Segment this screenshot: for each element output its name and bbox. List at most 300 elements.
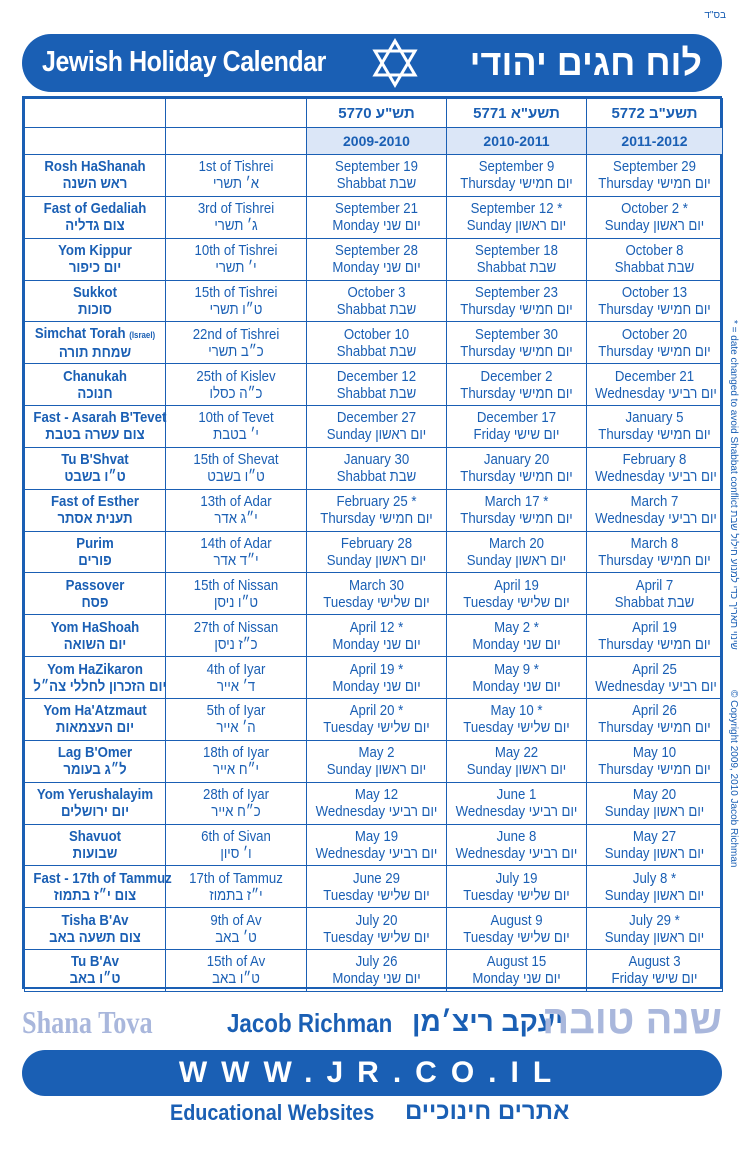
blank-header-cell: [25, 128, 166, 155]
holiday-row: [25, 782, 723, 824]
date-cell-line2: Shabbat שבת: [336, 342, 417, 360]
holiday-name-cell-line1: Fast of Esther: [50, 493, 140, 511]
date-cell-line1: February 25 *: [336, 493, 417, 511]
date-cell-line1: October 10: [343, 325, 410, 343]
hebrew-date-cell: [166, 155, 307, 197]
hebrew-date-cell-line1: 18th of Iyar: [202, 744, 270, 762]
asterisk-note: * = date changed to avoid Shabbat conflict שינוי תאריך כדי למנוע חילול שבת: [728, 320, 739, 650]
date-cell-line1: August 9: [490, 911, 543, 929]
date-cell-line1: September 9: [478, 158, 555, 176]
date-cell-line2: Tuesday יום שלישי: [323, 719, 430, 737]
date-cell: [587, 782, 723, 824]
date-cell-line1: June 8: [496, 827, 537, 845]
hebrew-date-cell: [166, 573, 307, 615]
date-cell-line1: October 13: [621, 283, 688, 301]
date-cell: [587, 447, 723, 489]
hebrew-date-cell: [166, 950, 307, 992]
date-cell-line1: December 21: [614, 367, 695, 385]
date-cell-line1: September 28: [335, 242, 418, 260]
date-cell: [447, 573, 587, 615]
date-cell: [307, 489, 447, 531]
date-cell-line2: Thursday יום חמישי: [598, 300, 711, 318]
date-cell: [307, 238, 447, 280]
date-cell-line1: April 26: [632, 702, 677, 720]
date-cell-line1: September 19: [335, 158, 418, 176]
holiday-name-cell-line2: צום י״ז בתמוז: [53, 886, 137, 904]
year-heb-5771: 5771 תשע"א: [447, 99, 587, 128]
hebrew-date-cell: [166, 740, 307, 782]
date-cell-line2: Thursday יום חמישי: [460, 342, 573, 360]
date-cell: [307, 406, 447, 448]
date-cell-line1: May 22: [494, 744, 539, 762]
holiday-name-cell: [25, 196, 166, 238]
date-cell: [307, 782, 447, 824]
date-cell: [307, 573, 447, 615]
hebrew-date-cell-line2: ט״ו באב: [212, 970, 260, 988]
hebrew-date-cell-line2: כ״ח אייר: [211, 803, 261, 821]
date-cell: [587, 531, 723, 573]
date-cell-line1: May 2: [358, 744, 395, 762]
date-cell-line1: December 2: [480, 367, 553, 385]
website-link[interactable]: WWW.JR.CO.IL: [22, 1050, 722, 1096]
hebrew-date-cell: [166, 406, 307, 448]
blank-header-cell: [166, 128, 307, 155]
date-cell-line2: Monday יום שני: [332, 635, 421, 653]
holiday-name-cell-line1: Yom Yerushalayim: [36, 786, 154, 804]
date-cell-line2: Wednesday יום רביעי: [595, 677, 717, 695]
gregorian-year-row: [25, 128, 723, 155]
holiday-row: [25, 280, 723, 322]
holiday-name-cell-line2: פורים: [78, 552, 112, 570]
date-cell-line2: Thursday יום חמישי: [460, 510, 573, 528]
holiday-row: [25, 322, 723, 364]
date-cell-line2: Thursday יום חמישי: [320, 510, 433, 528]
copyright-note: © Copyright 2009, 2010 Jacob Richman: [728, 690, 739, 868]
holiday-name-cell-line1: Rosh HaShanah: [44, 158, 146, 176]
holiday-name-cell: [25, 740, 166, 782]
blank-header-cell: [25, 99, 166, 128]
date-cell-line2: Tuesday יום שלישי: [463, 593, 570, 611]
date-cell-line2: Thursday יום חמישי: [598, 761, 711, 779]
holiday-row: [25, 238, 723, 280]
date-cell-line2: Monday יום שני: [472, 970, 561, 988]
holiday-name-cell: [25, 908, 166, 950]
date-cell: [587, 866, 723, 908]
holiday-name-cell: [25, 615, 166, 657]
date-cell-line1: July 19: [495, 869, 538, 887]
date-cell-line1: February 8: [622, 451, 687, 469]
holiday-name-cell-line2: ראש השנה: [62, 175, 128, 193]
date-cell-line1: May 19: [354, 827, 399, 845]
date-cell: [307, 908, 447, 950]
date-cell-line2: Monday יום שני: [332, 217, 421, 235]
holiday-name-cell-line2: ט״ו בשבט: [64, 468, 126, 486]
date-cell-line1: October 3: [347, 283, 406, 301]
hebrew-date-cell: [166, 238, 307, 280]
blank-header-cell: [166, 99, 307, 128]
date-cell-line1: April 7: [635, 576, 674, 594]
holiday-name-cell-line1: Passover: [65, 576, 125, 594]
date-cell: [587, 406, 723, 448]
date-cell: [587, 364, 723, 406]
date-cell: [587, 657, 723, 699]
hebrew-year-row: [25, 99, 723, 128]
holiday-row: [25, 950, 723, 992]
date-cell-line2: Wednesday יום רביעי: [595, 510, 717, 528]
date-cell-line1: May 12: [354, 786, 399, 804]
date-cell: [447, 657, 587, 699]
holiday-name-cell-line1: [33, 325, 156, 344]
holiday-row: [25, 698, 723, 740]
hebrew-date-cell-line1: 13th of Adar: [200, 493, 272, 511]
holiday-row: [25, 657, 723, 699]
hebrew-date-cell-line1: 27th of Nissan: [193, 618, 279, 636]
date-cell-line2: Thursday יום חמישי: [598, 342, 711, 360]
date-cell: [587, 698, 723, 740]
date-cell-line1: October 20: [621, 325, 688, 343]
date-cell-line2: Monday יום שני: [332, 677, 421, 695]
hebrew-date-cell-line1: 15th of Av: [206, 953, 266, 971]
date-cell-line1: September 18: [475, 242, 558, 260]
holiday-name-cell-line1: Yom HaShoah: [50, 618, 140, 636]
holiday-name-cell: [25, 322, 166, 364]
holiday-name-cell-line2: ל״ג בעומר: [63, 761, 127, 779]
date-cell: [587, 489, 723, 531]
shana-tova-hebrew: שנה טובה: [542, 998, 722, 1042]
date-cell-line1: April 20 *: [349, 702, 404, 720]
date-cell-line2: Shabbat שבת: [614, 593, 695, 611]
holiday-name-cell-line1: Tisha B'Av: [61, 911, 129, 929]
holiday-name-cell: [25, 657, 166, 699]
holiday-row: [25, 824, 723, 866]
date-cell: [307, 531, 447, 573]
date-cell-line2: Shabbat שבת: [336, 468, 417, 486]
date-cell-line1: January 20: [483, 451, 550, 469]
bsd-mark: בס"ד: [704, 10, 726, 21]
date-cell-line1: September 30: [475, 325, 558, 343]
date-cell: [307, 698, 447, 740]
date-cell-line2: Friday יום שישי: [473, 426, 560, 444]
date-cell-line2: Thursday יום חמישי: [598, 175, 711, 193]
holiday-name-cell: [25, 406, 166, 448]
date-cell-line2: Sunday יום ראשון: [604, 844, 705, 862]
holiday-name-cell: [25, 155, 166, 197]
date-cell: [447, 447, 587, 489]
date-cell-line2: Tuesday יום שלישי: [323, 886, 430, 904]
date-cell-line2: Tuesday יום שלישי: [463, 886, 570, 904]
date-cell: [307, 364, 447, 406]
date-cell: [447, 322, 587, 364]
holiday-name-cell-line2: שמחת תורה: [58, 343, 132, 361]
date-cell: [307, 447, 447, 489]
holiday-name-cell-line1: Purim: [76, 535, 114, 553]
hebrew-date-cell: [166, 866, 307, 908]
date-cell-line2: Tuesday יום שלישי: [323, 928, 430, 946]
date-cell-line2: Tuesday יום שלישי: [463, 928, 570, 946]
date-cell: [447, 950, 587, 992]
date-cell-line2: Shabbat שבת: [336, 384, 417, 402]
hebrew-date-cell-line2: י״ד אדר: [213, 552, 259, 570]
date-cell: [587, 322, 723, 364]
holiday-name-cell: [25, 238, 166, 280]
date-cell-line2: Thursday יום חמישי: [598, 719, 711, 737]
holiday-name-cell: [25, 447, 166, 489]
holiday-name-cell-line2: יום העצמאות: [55, 719, 135, 737]
date-cell-line2: Monday יום שני: [472, 635, 561, 653]
date-cell-line1: March 20: [488, 535, 545, 553]
date-cell-line1: April 25: [632, 660, 677, 678]
date-cell: [587, 280, 723, 322]
date-cell-line1: April 19: [494, 576, 539, 594]
holiday-name-cell-line2: ט״ו באב: [69, 970, 121, 988]
hebrew-date-cell-line1: 10th of Tishrei: [194, 242, 278, 260]
hebrew-date-cell-line2: י״ג אדר: [214, 510, 258, 528]
date-cell-line1: December 12: [336, 367, 417, 385]
holiday-name-cell-line1: Yom Kippur: [58, 242, 132, 260]
holiday-name-cell: [25, 364, 166, 406]
holiday-row: [25, 740, 723, 782]
date-cell-line1: December 27: [336, 409, 417, 427]
holiday-name-cell: [25, 824, 166, 866]
hebrew-date-cell: [166, 531, 307, 573]
date-cell: [447, 196, 587, 238]
year-greg-2011: 2011-2012: [587, 128, 723, 155]
date-cell-line2: Wednesday יום רביעי: [455, 844, 578, 862]
date-cell-line2: Wednesday יום רביעי: [315, 803, 438, 821]
date-cell: [447, 824, 587, 866]
holiday-name-cell-line1: Chanukah: [63, 367, 127, 385]
hebrew-date-cell-line1: 9th of Av: [210, 911, 262, 929]
holiday-row: [25, 908, 723, 950]
date-cell-line1: September 23: [475, 283, 558, 301]
date-cell-line2: Thursday יום חמישי: [598, 635, 711, 653]
date-cell-line2: Thursday יום חמישי: [460, 175, 573, 193]
date-cell-line2: Wednesday יום רביעי: [315, 844, 438, 862]
holiday-name-cell-line2: צום תשעה באב: [49, 928, 141, 946]
date-cell: [447, 782, 587, 824]
date-cell-line1: July 26: [355, 953, 398, 971]
holiday-name-cell: [25, 698, 166, 740]
date-cell-line2: Thursday יום חמישי: [598, 552, 711, 570]
date-cell: [447, 866, 587, 908]
holiday-row: [25, 489, 723, 531]
holiday-name-cell-line2: יום כיפור: [68, 259, 122, 277]
holiday-name-cell: [25, 489, 166, 531]
hebrew-date-cell: [166, 782, 307, 824]
date-cell-line2: Sunday יום ראשון: [326, 761, 427, 779]
hebrew-date-cell: [166, 698, 307, 740]
date-cell: [447, 531, 587, 573]
date-cell-line2: Sunday יום ראשון: [326, 426, 427, 444]
holiday-row: [25, 447, 723, 489]
date-cell: [447, 406, 587, 448]
date-cell: [447, 740, 587, 782]
date-cell-line1: January 5: [625, 409, 684, 427]
date-cell: [587, 950, 723, 992]
date-cell: [587, 908, 723, 950]
title-hebrew: לוח חגים יהודי: [469, 42, 702, 83]
holiday-name-cell-line2: יום ירושלים: [60, 803, 130, 821]
holiday-name-cell-line1: Tu B'Av: [71, 953, 119, 971]
date-cell: [307, 866, 447, 908]
date-cell-line1: February 28: [340, 535, 413, 553]
date-cell: [587, 573, 723, 615]
hebrew-date-cell: [166, 364, 307, 406]
hebrew-date-cell-line2: ו׳ סיון: [220, 844, 252, 862]
holiday-name-cell-line1: Tu B'Shvat: [61, 451, 129, 469]
holiday-name-cell-line2: צום עשרה בטבת: [45, 426, 145, 444]
date-cell-line2: Sunday יום ראשון: [466, 217, 567, 235]
date-cell: [587, 238, 723, 280]
date-cell: [447, 280, 587, 322]
hebrew-date-cell-line2: ה׳ אייר: [216, 719, 256, 737]
date-cell: [447, 489, 587, 531]
date-cell-line1: July 20: [355, 911, 398, 929]
hebrew-date-cell-line1: 15th of Shevat: [193, 451, 279, 469]
hebrew-date-cell-line2: ד׳ אייר: [216, 677, 256, 695]
date-cell-line1: April 19 *: [349, 660, 404, 678]
holiday-name-cell-line2: פסח: [81, 593, 109, 611]
date-cell-line1: September 21: [335, 200, 418, 218]
holiday-row: [25, 196, 723, 238]
date-cell-line1: May 9 *: [494, 660, 539, 678]
holiday-name-cell: [25, 531, 166, 573]
date-cell-line2: Shabbat שבת: [476, 259, 557, 277]
hebrew-date-cell-line1: 15th of Tishrei: [194, 283, 278, 301]
holiday-name-cell-line2: צום גדליה: [65, 217, 125, 235]
date-cell-line2: Monday יום שני: [472, 677, 561, 695]
holiday-name-cell: [25, 950, 166, 992]
date-cell-line1: August 15: [486, 953, 547, 971]
hebrew-date-cell: [166, 824, 307, 866]
date-cell-line1: March 30: [348, 576, 405, 594]
holiday-table: [22, 96, 722, 989]
hebrew-date-cell: [166, 322, 307, 364]
date-cell-line2: Tuesday יום שלישי: [463, 719, 570, 737]
date-cell-line1: September 29: [613, 158, 696, 176]
date-cell-line2: Friday יום שישי: [611, 970, 698, 988]
date-cell-line1: August 3: [628, 953, 681, 971]
date-cell-line2: Thursday יום חמישי: [460, 468, 573, 486]
year-greg-2009: 2009-2010: [307, 128, 447, 155]
date-cell-line2: Thursday יום חמישי: [460, 384, 573, 402]
hebrew-date-cell-line2: ג׳ תשרי: [214, 217, 258, 235]
date-cell: [307, 657, 447, 699]
holiday-row: [25, 573, 723, 615]
holiday-name-cell-line1: Fast of Gedaliah: [43, 200, 147, 218]
date-cell-line1: October 2 *: [621, 200, 688, 218]
holiday-name-cell-line2: תענית אסתר: [57, 510, 133, 528]
hebrew-date-cell: [166, 615, 307, 657]
date-cell-line2: Wednesday יום רביעי: [595, 468, 717, 486]
date-cell: [447, 238, 587, 280]
hebrew-date-cell-line1: 17th of Tammuz: [189, 869, 283, 887]
hebrew-date-cell: [166, 447, 307, 489]
date-cell: [307, 280, 447, 322]
date-cell-line2: Sunday יום ראשון: [604, 928, 705, 946]
date-cell-line1: September 12 *: [470, 200, 563, 218]
holiday-name-cell-line1: Fast - Asarah B'Tevet: [33, 409, 167, 427]
holiday-name-cell-line1: Sukkot: [72, 283, 117, 301]
holiday-name-cell-line2: יום הזכרון לחללי צה״ל: [33, 677, 167, 695]
date-cell-line1: June 29: [353, 869, 400, 887]
hebrew-date-cell-line1: 22nd of Tishrei: [192, 325, 280, 343]
year-heb-5772: 5772 תשע"ב: [587, 99, 723, 128]
hebrew-date-cell-line2: ט״ו בשבט: [207, 468, 265, 486]
date-cell-line1: March 7: [630, 493, 679, 511]
date-cell-line1: June 1: [496, 786, 537, 804]
year-greg-2010: 2010-2011: [447, 128, 587, 155]
date-cell-line2: Sunday יום ראשון: [466, 552, 567, 570]
date-cell-line2: Sunday יום ראשון: [604, 886, 705, 904]
date-cell: [587, 196, 723, 238]
holiday-row: [25, 866, 723, 908]
author-hebrew: יעקב ריצ׳מן: [412, 1006, 564, 1037]
date-cell-line2: Monday יום שני: [332, 259, 421, 277]
star-of-david-icon: [370, 38, 420, 88]
date-cell: [447, 908, 587, 950]
holiday-row: [25, 155, 723, 197]
date-cell: [587, 824, 723, 866]
date-cell-line1: July 29 *: [629, 911, 680, 929]
hebrew-date-cell: [166, 908, 307, 950]
holiday-row: [25, 406, 723, 448]
holiday-name-cell-line1: Yom HaZikaron: [47, 660, 143, 678]
date-cell: [307, 322, 447, 364]
date-cell-line2: Monday יום שני: [332, 970, 421, 988]
holiday-name-cell-line2: שבועות: [72, 844, 118, 862]
date-cell-line1: May 10: [632, 744, 677, 762]
title-english: Jewish Holiday Calendar: [42, 46, 326, 78]
date-cell-line2: Sunday יום ראשון: [604, 217, 705, 235]
holiday-row: [25, 615, 723, 657]
date-cell-line1: May 20: [632, 786, 677, 804]
date-cell: [307, 824, 447, 866]
hebrew-date-cell-line2: י״ח אייר: [213, 761, 259, 779]
date-cell-line1: January 30: [343, 451, 410, 469]
date-cell-line1: May 10 *: [490, 702, 543, 720]
date-cell: [447, 698, 587, 740]
date-cell: [447, 364, 587, 406]
hebrew-date-cell-line1: 15th of Nissan: [193, 576, 279, 594]
holiday-name-cell-line1: Shavuot: [68, 827, 122, 845]
date-cell-line1: July 8 *: [632, 869, 677, 887]
hebrew-date-cell-line2: י׳ בטבת: [213, 426, 259, 444]
date-cell-line1: April 12 *: [349, 618, 404, 636]
hebrew-date-cell-line2: כ״ה כסלו: [209, 384, 263, 402]
date-cell: [447, 155, 587, 197]
holiday-name-cell: [25, 782, 166, 824]
hebrew-date-cell-line1: 10th of Tevet: [198, 409, 274, 427]
hebrew-date-cell-line2: י׳ תשרי: [215, 259, 257, 277]
author-english: Jacob Richman: [227, 1008, 393, 1038]
hebrew-date-cell-line2: כ״ב תשרי: [208, 342, 264, 360]
hebrew-date-cell-line1: 3rd of Tishrei: [197, 200, 275, 218]
date-cell-line2: Sunday יום ראשון: [326, 552, 427, 570]
date-cell: [447, 615, 587, 657]
date-cell-line2: Sunday יום ראשון: [466, 761, 567, 779]
hebrew-date-cell-line2: כ״ז ניסן: [214, 635, 258, 653]
holiday-name-cell-line1: Fast - 17th of Tammuz: [33, 869, 172, 887]
hebrew-date-cell-line1: 6th of Sivan: [201, 827, 271, 845]
date-cell-line2: Thursday יום חמישי: [598, 426, 711, 444]
hebrew-date-cell-line2: ט״ו תשרי: [209, 300, 263, 318]
holiday-name-cell-line1: Lag B'Omer: [57, 744, 133, 762]
title-banner: [22, 34, 722, 92]
hebrew-date-cell: [166, 489, 307, 531]
hebrew-date-cell-line1: 4th of Iyar: [206, 660, 266, 678]
date-cell-line1: May 27: [632, 827, 677, 845]
